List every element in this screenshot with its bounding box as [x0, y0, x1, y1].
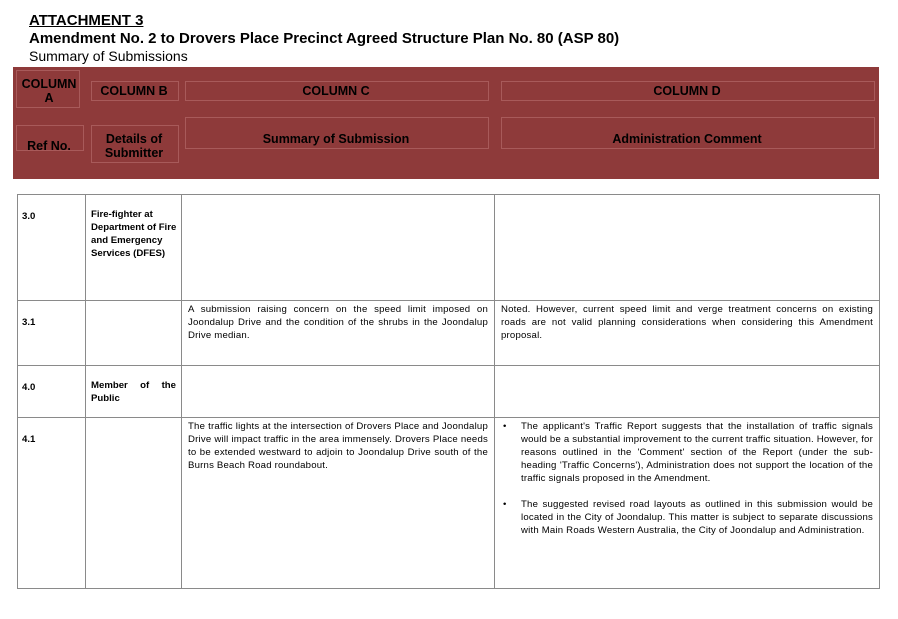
table-header-band [13, 67, 879, 179]
submitter-cell [86, 418, 182, 589]
document-subtitle: Summary of Submissions [29, 48, 188, 64]
list-item [501, 420, 873, 485]
table-row [18, 301, 880, 366]
document-heading [29, 12, 619, 65]
header-summary-of-submission: Summary of Submission [262, 132, 410, 146]
ref-cell: 4.1 [18, 418, 86, 589]
summary-cell [182, 195, 495, 301]
comment-cell [495, 366, 880, 418]
comment-bullet-list [501, 420, 873, 537]
comment-text: The suggested revised road layouts as outlined in this submission would be located in the City of Joondalup. This matter is subject to separate discussions with Main Roads Western Australia, the City of Joondalup and Administration. [521, 499, 873, 536]
header-administration-comment: Administration Comment [612, 132, 762, 146]
header-details-of-submitter: Details of Submitter [104, 132, 164, 160]
summary-cell: The traffic lights at the intersection of Drovers Place and Joondalup Drive will impact traffic in the area immensely. Drovers Place needs to be extended westward to adjoin to Joondalup Drive south of the Burns Beach Road roundabout. [182, 418, 495, 589]
bullet-icon: • [503, 421, 507, 432]
bullet-icon: • [503, 499, 507, 510]
header-column-d: COLUMN D [653, 84, 721, 98]
submitter-cell: Fire-fighter at Department of Fire and Emergency Services (DFES) [86, 195, 182, 301]
submitter-cell [86, 301, 182, 366]
comment-text: The applicant's Traffic Report suggests that the installation of traffic signals would be a substantial improvement to the current traffic situation. However, for reasons outlined in the 'Comment' section of the Report (under the sub-heading 'Traffic Concerns'), Administration does not support the location of the traffic signals proposed in the Amendment. [521, 421, 873, 484]
table-row [18, 195, 880, 301]
header-column-a: COLUMN A [21, 77, 77, 105]
attachment-label: ATTACHMENT 3 [29, 12, 144, 29]
comment-cell [495, 418, 880, 589]
ref-cell: 4.0 [18, 366, 86, 418]
header-ref-no: Ref No. [27, 139, 71, 153]
ref-cell: 3.0 [18, 195, 86, 301]
comment-cell: Noted. However, current speed limit and verge treatment concerns on existing roads are not valid planning considerations when considering this Amendment proposal. [495, 301, 880, 366]
table-row [18, 366, 880, 418]
document-title: Amendment No. 2 to Drovers Place Precinct Agreed Structure Plan No. 80 (ASP 80) [29, 30, 620, 47]
table-row [18, 418, 880, 589]
comment-cell [495, 195, 880, 301]
summary-cell [182, 366, 495, 418]
ref-cell: 3.1 [18, 301, 86, 366]
list-item [501, 498, 873, 537]
submitter-cell: Member of the Public [86, 366, 182, 418]
header-column-c: COLUMN C [302, 84, 370, 98]
summary-cell: A submission raising concern on the speed limit imposed on Joondalup Drive and the condition of the shrubs in the Joondalup Drive median. [182, 301, 495, 366]
submissions-table [17, 194, 880, 589]
header-column-b: COLUMN B [100, 84, 168, 98]
